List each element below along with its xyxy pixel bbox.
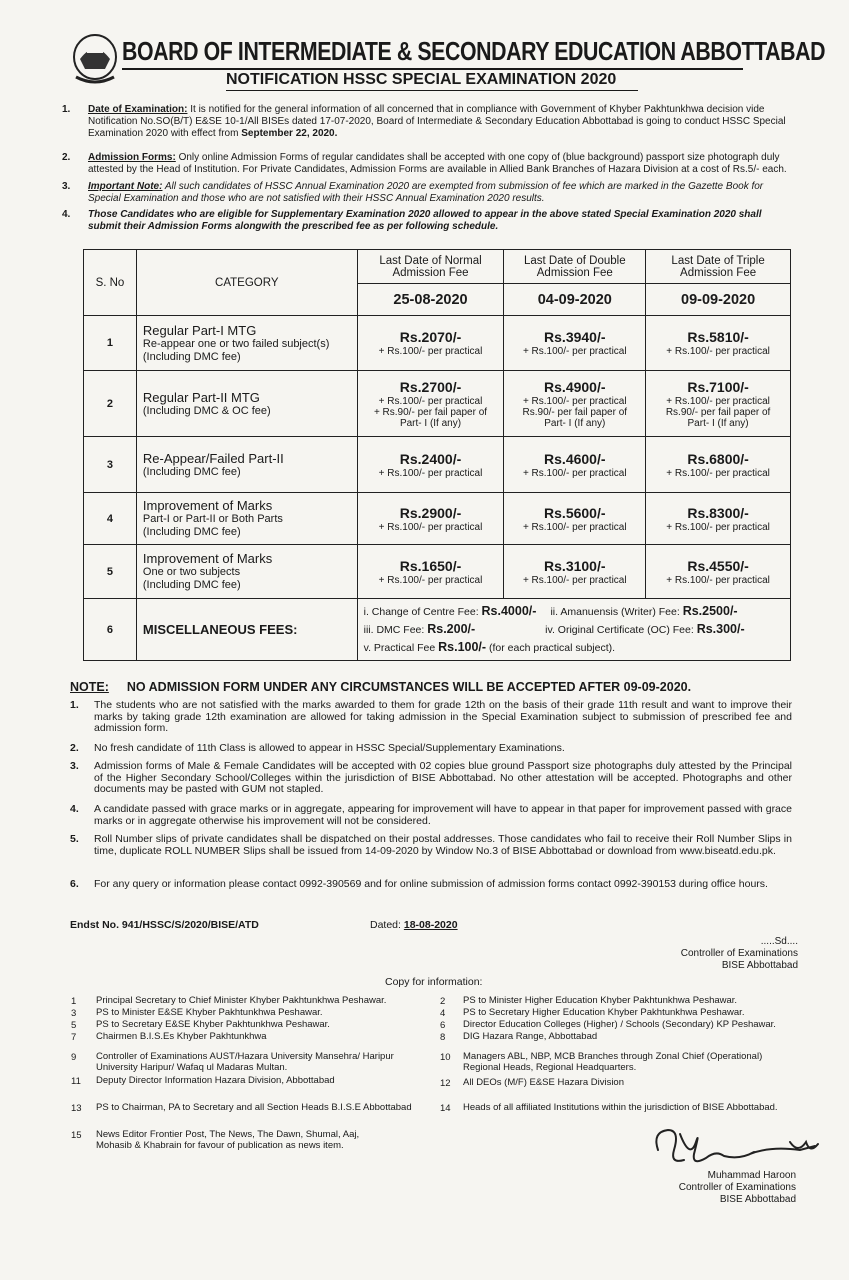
note-item-6: 6. For any query or information please contact 0992-390569 and for online submission of admission forms contact 0992-390153 during office hours. [70,878,768,890]
copy-right-num: 6 [440,1020,446,1031]
note-item-3: 3. Admission forms of Male & Female Candidates will be accepted with 02 copies blue ground Passport size photographs duly attested by the Principal of the Higher Secondary School/Colleges within the jurisdiction of BISE Abbottabad. No other attestation will be accepted. Photographs and other documents may be pasted with GUM not stapled. [70,760,792,795]
col-triple-header: Last Date of Triple Admission Fee [646,250,791,284]
copy-left-item: Controller of Examinations AUST/Hazara University Mansehra/ Haripur University Haripur/ Wafaq ul Madaras Multan. [96,1051,394,1073]
copy-right-item: Heads of all affiliated Institutions within the jurisdiction of BISE Abbottabad. [463,1102,778,1113]
note-headline: NOTE: NO ADMISSION FORM UNDER ANY CIRCUMSTANCES WILL BE ACCEPTED AFTER 09-09-2020. [70,680,692,694]
endorsement-number: Endst No. 941/HSSC/S/2020/BISE/ATD [70,919,259,931]
col-category-header: CATEGORY [136,250,357,316]
copy-right-num: 14 [440,1103,451,1114]
copy-left-num: 13 [71,1103,82,1114]
copy-left-item: Principal Secretary to Chief Minister Khyber Pakhtunkhwa Peshawar. [96,995,387,1006]
intro-item-3: 3. Important Note: All such candidates of HSSC Annual Examination 2020 are exempted from submission of fee which are marked in the Gazette Book for Special Examination and those who are not satisfied with their HSSC Annual Examination 2020 results. [62,181,764,204]
copy-left-num: 15 [71,1130,82,1141]
copy-left-item: News Editor Frontier Post, The News, The Dawn, Shumal, Aaj, Mohasib & Khabrain for favour of publication as news item. [96,1129,360,1151]
board-logo [72,33,118,85]
copy-right-item: PS to Secretary Higher Education Khyber Pakhtunkhwa Peshawar. [463,1007,745,1018]
copy-left-num: 7 [71,1032,77,1043]
copy-right-item: All DEOs (M/F) E&SE Hazara Division [463,1077,625,1088]
dated: Dated: 18-08-2020 [370,919,458,931]
signature-block-1: .....Sd.... Controller of Examinations BISE Abbottabad [680,936,798,971]
table-row: 3 Re-Appear/Failed Part-II (Including DMC fee) Rs.2400/- + Rs.100/- per practical Rs.4600/- + Rs.100/- per practical Rs.6800/- + Rs.100/- per practical [84,437,791,493]
note-item-4: 4. A candidate passed with grace marks or in aggregate, appearing for improvement will have to appear in that paper for improvement passed with grace marks or in aggregate otherwise his improvement will not be considered. [70,803,792,827]
signature-image [650,1120,820,1175]
date-triple: 09-09-2020 [646,284,791,316]
table-row: 4 Improvement of Marks Part-I or Part-II or Both Parts (Including DMC fee) Rs.2900/- + Rs.100/- per practical Rs.5600/- + Rs.100/- per practical Rs.8300/- + Rs.100/- per practical [84,493,791,545]
copy-left-num: 11 [71,1076,81,1087]
intro-item-1: 1. Date of Examination: It is notified for the general information of all concerned that in compliance with Government of Khyber Pakhtunkhwa decision vide Notification No.SO(B/T) E&SE 10-1/All BISEs dated 17-07-2020, Board of Intermediate & Secondary Education Abbottabad is going to conduct HSSC Special Examination 2020 with effect from September 22, 2020. [62,104,786,139]
intro-item-4: 4. Those Candidates who are eligible for Supplementary Examination 2020 allowed to appear in the above stated Special Examination 2020 shall submit their Admission Forms alongwith the prescribed fee as per following schedule. [62,209,762,232]
note-item-5: 5. Roll Number slips of private candidates shall be dispatched on their postal addresses. Those candidates who fail to receive their Roll Number Slips in time, duplicate ROLL NUMBER Slips shall be issued from 14-09-2020 by Window No.3 of BISE Abbottabad or download from www.biseatd.edu.pk. [70,833,792,857]
note-item-1: 1. The students who are not satisfied with the marks awarded to them for grade 12th on the basis of their grade 11th result and want to improve their marks by taking grade 12th examination are allowed for taking admission in the Special Examination subject to submission of prescribed fee and admission form. [70,699,792,734]
copy-left-item: PS to Minister E&SE Khyber Pakhtunkhwa Peshawar. [96,1007,323,1018]
fee-schedule-table [83,249,791,661]
date-normal: 25-08-2020 [357,284,504,316]
date-double: 04-09-2020 [504,284,646,316]
table-row: 5 Improvement of Marks One or two subjects (Including DMC fee) Rs.1650/- + Rs.100/- per practical Rs.3100/- + Rs.100/- per practical Rs.4550/- + Rs.100/- per practical [84,545,791,599]
intro-item-2: 2. Admission Forms: Only online Admission Forms of regular candidates shall be accepted with one copy of (blue background) passport size photograph duly attested by the Head of Institution. For Private Candidates, Admission Forms are available in Allied Bank Branches of Hazara Division at a cost of Rs.5/- each. [62,152,787,175]
copy-left-num: 1 [71,996,77,1007]
copy-left-num: 9 [71,1052,77,1063]
subtitle-underline [226,90,638,91]
col-sno-header: S. No [84,250,137,316]
copy-right-item: Managers ABL, NBP, MCB Branches through Zonal Chief (Operational) Regional Heads, Regional Headquarters. [463,1051,763,1073]
copy-title: Copy for information: [385,976,483,988]
page-subtitle: NOTIFICATION HSSC SPECIAL EXAMINATION 2020 [226,71,617,88]
copy-left-item: PS to Chairman, PA to Secretary and all Section Heads B.I.S.E Abbottabad [96,1102,412,1113]
table-row: 2 Regular Part-II MTG (Including DMC & OC fee) Rs.2700/- + Rs.100/- per practical + Rs.90/- per fail paper of Part- I (If any) Rs.4900/- + Rs.100/- per practical Rs.90/- per fail paper of Part- I (If any) Rs.7100/- + Rs.100/- per practical Rs.90/- per fail paper of Part- I (If any) [84,371,791,437]
copy-left-num: 3 [71,1008,77,1019]
copy-right-num: 4 [440,1008,446,1019]
title-underline [122,68,743,70]
copy-right-num: 10 [440,1052,451,1063]
col-double-header: Last Date of Double Admission Fee [504,250,646,284]
note-item-2: 2. No fresh candidate of 11th Class is allowed to appear in HSSC Special/Supplementary Examinations. [70,742,565,754]
copy-left-item: Deputy Director Information Hazara Division, Abbottabad [96,1075,335,1086]
copy-right-item: PS to Minister Higher Education Khyber Pakhtunkhwa Peshawar. [463,995,738,1006]
table-row-misc: 6 MISCELLANEOUS FEES: i. Change of Centre Fee: Rs.4000/- ii. Amanuensis (Writer) Fee: Rs.2500/- iii. DMC Fee: Rs.200/- iv. Original Certificate (OC) Fee: Rs.300/- v. Practical Fee Rs.100/- (for each practical subject). [84,599,791,661]
copy-right-item: Director Education Colleges (Higher) / Schools (Secondary) KP Peshawar. [463,1019,776,1030]
copy-right-num: 12 [440,1078,451,1089]
table-row: 1 Regular Part-I MTG Re-appear one or two failed subject(s) (Including DMC fee) Rs.2070/- + Rs.100/- per practical Rs.3940/- + Rs.100/- per practical Rs.5810/- + Rs.100/- per practical [84,316,791,371]
page-title: BOARD OF INTERMEDIATE & SECONDARY EDUCATION ABBOTTABAD [122,36,826,66]
copy-left-item: PS to Secretary E&SE Khyber Pakhtunkhwa Peshawar. [96,1019,330,1030]
copy-left-item: Chairmen B.I.S.Es Khyber Pakhtunkhwa [96,1031,267,1042]
copy-left-num: 5 [71,1020,77,1031]
copy-right-num: 8 [440,1032,446,1043]
copy-right-item: DIG Hazara Range, Abbottabad [463,1031,598,1042]
copy-right-num: 2 [440,996,446,1007]
col-normal-header: Last Date of Normal Admission Fee [357,250,504,284]
signature-block-2: Muhammad Haroon Controller of Examinations BISE Abbottabad [678,1170,796,1205]
